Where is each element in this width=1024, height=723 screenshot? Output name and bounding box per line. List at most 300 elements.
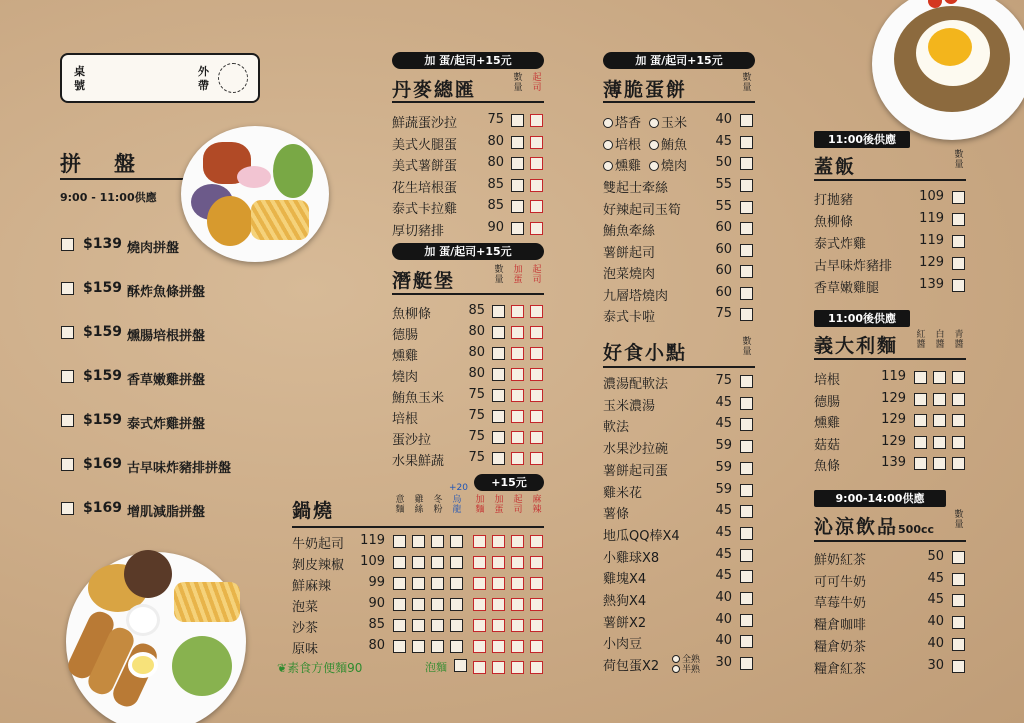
rice-bowl-photo [872,0,1024,140]
drinks-checkbox[interactable] [952,616,965,629]
danish-checkbox[interactable] [511,114,524,127]
rice-checkbox[interactable] [952,279,965,292]
hotpot-header: 起 司 [513,495,523,515]
platter-checkbox[interactable] [61,458,74,471]
fried-platter-photo [66,552,246,723]
sub-item-name: 蛋沙拉 [392,433,432,448]
hotpot-checkbox[interactable] [492,535,505,548]
hotpot-checkbox[interactable] [473,661,486,674]
pasta-checkbox[interactable] [933,371,946,384]
hotpot-header: 麻 辣 [532,495,542,515]
hotpot-checkbox[interactable] [530,556,543,569]
hotpot-checkbox[interactable] [431,535,444,548]
sub-checkbox[interactable] [511,410,524,423]
sub-item-name: 培根 [392,412,419,427]
danish-item-price: 80 [487,133,504,149]
platter-price: $159 [83,368,122,384]
sub-item-price: 75 [468,450,485,465]
instant-noodle-note: 泡麵 [425,661,447,674]
hotpot-checkbox[interactable] [492,661,505,674]
sub-checkbox[interactable] [492,410,505,423]
danish-checkbox[interactable] [511,222,524,235]
pancake-item-price: 60 [715,263,732,278]
pasta-checkbox[interactable] [933,436,946,449]
pancake-title: 薄脆蛋餅 [603,79,688,101]
hotpot-header: 烏 龍 [452,495,462,515]
snacks-item-name: 小雞球X8 [603,550,660,566]
hotpot-checkbox[interactable] [393,598,406,611]
hotpot-checkbox[interactable] [511,598,524,611]
pancake-checkbox[interactable] [740,157,753,170]
hotpot-checkbox[interactable] [431,556,444,569]
hotpot-checkbox[interactable] [393,619,406,632]
platter-name: 增肌減脂拼盤 [127,505,206,520]
snacks-item-price: 75 [715,373,732,388]
pasta-header: 紅 醬 [916,330,926,350]
sub-item-price: 80 [468,366,485,381]
hotpot-item-price: 109 [360,554,385,569]
danish-checkbox[interactable] [530,114,543,127]
snacks-rule [603,366,755,368]
hotpot-plus20-label: +20 [449,483,468,493]
snacks-item-price: 40 [715,633,732,649]
danish-checkbox[interactable] [530,222,543,235]
rice-checkbox[interactable] [952,235,965,248]
snacks-checkbox[interactable] [740,505,753,518]
sub-item-name: 鮪魚玉米 [392,391,445,406]
rice-item-name: 魚柳條 [814,215,854,230]
snacks-checkbox[interactable] [740,462,753,475]
hotpot-item-price: 90 [368,596,385,611]
snacks-item-price: 40 [715,590,732,605]
sub-checkbox[interactable] [530,410,543,423]
pancake-option-a: 塔香 [615,116,642,131]
pasta-item-name: 魚條 [814,459,841,474]
platter-name: 酥炸魚條拼盤 [127,285,206,300]
rice-hours: 11:00後供應 [814,131,910,148]
veg-note-text: 素食方便麵90 [287,661,363,675]
hotpot-checkbox[interactable] [530,535,543,548]
sub-checkbox[interactable] [511,326,524,339]
snacks-item-name: 薯餅起司蛋 [603,463,669,479]
danish-item-name: 美式火腿蛋 [392,137,458,153]
danish-header: 起 司 [532,73,542,93]
pasta-checkbox[interactable] [933,414,946,427]
danish-banner: 加 蛋/起司+15元 [392,52,544,69]
hotpot-item-price: 85 [368,617,385,632]
sub-checkbox[interactable] [492,452,505,465]
snacks-checkbox[interactable] [740,375,753,388]
danish-checkbox[interactable] [511,200,524,213]
snacks-item-name: 雞米花 [603,485,643,501]
hotpot-item-name: 鮮麻辣 [292,579,332,594]
hotpot-checkbox[interactable] [412,598,425,611]
pancake-checkbox[interactable] [740,201,753,214]
sub-checkbox[interactable] [530,452,543,465]
hotpot-checkbox[interactable] [393,640,406,653]
pancake-option-b: 燒肉 [661,159,688,174]
platter-checkbox[interactable] [61,414,74,427]
pasta-checkbox[interactable] [914,393,927,406]
hotpot-checkbox[interactable] [431,598,444,611]
platter-price: $159 [83,280,122,296]
rice-checkbox[interactable] [952,191,965,204]
hotpot-header: 加 蛋 [494,495,504,515]
drinks-item-price: 45 [927,570,944,586]
hotpot-rule [292,526,544,528]
drinks-title [814,512,934,539]
pasta-checkbox[interactable] [952,371,965,384]
pasta-item-name: 燻雞 [814,416,841,431]
pancake-item-price: 60 [715,284,732,300]
snacks-item-name: 熱狗X4 [603,594,647,609]
platter-name: 古早味炸豬排拼盤 [127,461,232,476]
danish-title: 丹麥總匯 [392,79,477,101]
sub-item-name: 燒肉 [392,370,419,385]
sub-item-name: 魚柳條 [392,307,432,322]
pancake-combo-options [603,134,687,153]
danish-checkbox[interactable] [511,179,524,192]
sub-checkbox[interactable] [530,326,543,339]
sub-item-name: 德腸 [392,328,419,343]
sub-checkbox[interactable] [492,368,505,381]
snacks-title: 好食小點 [603,342,688,364]
sub-item-name: 燻雞 [392,349,419,364]
drinks-item-name: 鮮奶紅茶 [814,553,867,568]
sub-checkbox[interactable] [530,431,543,444]
pancake-checkbox[interactable] [740,114,753,127]
veg-note [277,659,362,676]
egg-option [672,665,700,675]
pasta-checkbox[interactable] [914,436,927,449]
sub-checkbox[interactable] [511,452,524,465]
pancake-item-name: 鮪魚牽絲 [603,224,656,239]
pancake-item-price: 60 [715,241,732,257]
sub-item-price: 85 [468,303,485,318]
hotpot-checkbox[interactable] [530,640,543,653]
hotpot-item-price: 80 [368,638,385,653]
pancake-combo-price: 40 [715,112,732,127]
hotpot-checkbox[interactable] [473,598,486,611]
pancake-item-name: 泡菜燒肉 [603,267,656,282]
platter-checkbox[interactable] [61,238,74,251]
danish-checkbox[interactable] [511,136,524,149]
platter-name: 香草嫩雞拼盤 [127,373,206,388]
platter-checkbox[interactable] [61,326,74,339]
pancake-checkbox[interactable] [740,179,753,192]
hotpot-plus15-banner: +15元 [474,474,544,491]
sub-item-price: 75 [468,429,485,444]
sub-checkbox[interactable] [492,326,505,339]
pasta-checkbox[interactable] [933,457,946,470]
hotpot-checkbox[interactable] [412,640,425,653]
platter-price: $169 [83,500,122,516]
hotpot-checkbox[interactable] [412,577,425,590]
sub-checkbox[interactable] [530,347,543,360]
hotpot-item-name: 沙茶 [292,621,319,636]
drinks-size: 500cc [898,523,935,536]
drinks-checkbox[interactable] [952,551,965,564]
hotpot-checkbox[interactable] [393,535,406,548]
rice-item-name: 古早味炸豬排 [814,259,893,274]
hotpot-checkbox[interactable] [450,556,463,569]
pasta-checkbox[interactable] [952,393,965,406]
pasta-item-price: 129 [881,390,906,406]
drinks-item-name: 可可牛奶 [814,574,867,590]
hotpot-checkbox[interactable] [450,535,463,548]
sub-checkbox[interactable] [492,389,505,402]
sub-header: 起 司 [532,265,542,285]
danish-checkbox[interactable] [530,179,543,192]
sub-checkbox[interactable] [492,305,505,318]
pasta-checkbox[interactable] [933,393,946,406]
snacks-item-name: 軟法 [603,420,630,436]
drinks-item-name: 糧倉奶茶 [814,639,867,655]
snacks-checkbox[interactable] [740,635,753,648]
danish-checkbox[interactable] [530,136,543,149]
snacks-item-name: 水果沙拉碗 [603,442,669,458]
platter-price: $139 [83,236,122,252]
drinks-item-price: 40 [927,614,944,630]
egg-option-radio[interactable] [672,655,680,663]
danish-checkbox[interactable] [530,157,543,170]
platter-price: $159 [83,324,122,340]
hotpot-checkbox[interactable] [412,556,425,569]
hotpot-checkbox[interactable] [530,577,543,590]
snacks-item-name: 雞塊X4 [603,572,647,588]
snacks-checkbox[interactable] [740,614,753,627]
snacks-checkbox[interactable] [740,570,753,583]
platter-checkbox[interactable] [61,282,74,295]
snacks-checkbox[interactable] [740,418,753,431]
rice-item-price: 139 [919,277,944,292]
rice-item-price: 119 [919,233,944,248]
pancake-checkbox[interactable] [740,265,753,278]
danish-checkbox[interactable] [530,200,543,213]
hotpot-checkbox[interactable] [473,640,486,653]
sub-checkbox[interactable] [492,347,505,360]
danish-item-name: 花生培根蛋 [392,180,458,196]
platter-price: $159 [83,412,122,428]
hotpot-checkbox[interactable] [431,640,444,653]
sub-rule [392,293,544,295]
platter-checkbox[interactable] [61,502,74,515]
sub-checkbox[interactable] [530,389,543,402]
platter-checkbox[interactable] [61,370,74,383]
pasta-checkbox[interactable] [914,371,927,384]
sub-checkbox[interactable] [511,347,524,360]
egg-option [672,655,700,665]
danish-header: 數 量 [513,73,523,93]
pancake-option-a: 燻雞 [615,159,642,174]
hotpot-checkbox[interactable] [511,619,524,632]
option-radio[interactable] [603,161,613,171]
egg-option-label: 全熟 [682,655,701,665]
sub-checkbox[interactable] [530,305,543,318]
hotpot-checkbox[interactable] [450,619,463,632]
hotpot-checkbox[interactable] [492,556,505,569]
option-radio[interactable] [649,118,659,128]
hotpot-checkbox[interactable] [530,598,543,611]
hotpot-item-name: 泡菜 [292,600,319,615]
hotpot-item-name: 剝皮辣椒 [292,558,345,573]
drinks-rule [814,540,966,542]
sub-checkbox[interactable] [511,389,524,402]
pancake-combo-price: 50 [715,155,732,170]
rice-title: 蓋飯 [814,156,857,178]
hotpot-checkbox[interactable] [412,619,425,632]
rice-item-name: 香草嫩雞腿 [814,281,880,296]
snacks-checkbox[interactable] [740,527,753,540]
snacks-checkbox[interactable] [740,657,753,670]
hotpot-checkbox[interactable] [511,640,524,653]
drinks-hours: 9:00-14:00供應 [814,490,946,507]
rice-checkbox[interactable] [952,257,965,270]
snacks-item-name: 薯條 [603,507,630,523]
hotpot-checkbox[interactable] [450,640,463,653]
pasta-checkbox[interactable] [952,436,965,449]
snacks-item-name: 薯餅X2 [603,615,647,631]
hotpot-checkbox[interactable] [473,577,486,590]
snacks-item-price: 45 [715,416,732,432]
drinks-item-price: 50 [927,549,944,564]
hotpot-checkbox[interactable] [511,661,524,674]
option-radio[interactable] [603,118,613,128]
snacks-item-price: 30 [715,655,732,671]
snacks-item-price: 45 [715,394,732,410]
snacks-checkbox[interactable] [740,484,753,497]
instant-noodle-checkbox[interactable] [454,659,467,672]
snacks-checkbox[interactable] [740,549,753,562]
platter-name: 燒肉拼盤 [127,241,180,256]
snacks-item-price: 45 [715,524,732,540]
danish-checkbox[interactable] [511,157,524,170]
drinks-checkbox[interactable] [952,573,965,586]
pancake-combo-options [603,155,687,174]
snacks-item-price: 45 [715,546,732,562]
sub-checkbox[interactable] [530,368,543,381]
sub-checkbox[interactable] [492,431,505,444]
pasta-item-name: 培根 [814,373,841,388]
pancake-item-name: 九層塔燒肉 [603,288,669,304]
pancake-item-name: 薯餅起司 [603,245,656,261]
sub-checkbox[interactable] [511,305,524,318]
hotpot-checkbox[interactable] [431,619,444,632]
rice-item-price: 129 [919,255,944,270]
hotpot-checkbox[interactable] [530,661,543,674]
rice-checkbox[interactable] [952,213,965,226]
pasta-item-price: 139 [881,455,906,470]
sub-item-price: 75 [468,387,485,402]
pancake-checkbox[interactable] [740,222,753,235]
rice-header: 數 量 [954,150,964,170]
pancake-item-price: 75 [715,306,732,321]
pasta-item-name: 德腸 [814,394,841,410]
snacks-header: 數 量 [742,337,752,357]
hotpot-checkbox[interactable] [473,619,486,632]
pancake-option-b: 玉米 [661,116,688,131]
snacks-item-price: 59 [715,459,732,475]
hotpot-checkbox[interactable] [492,640,505,653]
hotpot-item-price: 119 [360,533,385,548]
option-radio[interactable] [649,140,659,150]
egg-option-label: 半熟 [682,665,701,675]
hotpot-checkbox[interactable] [473,556,486,569]
drinks-checkbox[interactable] [952,660,965,673]
pasta-checkbox[interactable] [914,414,927,427]
sub-checkbox[interactable] [511,431,524,444]
pancake-combo-options [603,112,687,131]
pancake-checkbox[interactable] [740,136,753,149]
snacks-checkbox[interactable] [740,440,753,453]
pasta-item-name: 菇菇 [814,437,841,453]
hotpot-checkbox[interactable] [431,577,444,590]
rice-item-price: 109 [919,189,944,204]
hotpot-checkbox[interactable] [530,619,543,632]
snacks-item-price: 45 [715,503,732,519]
hotpot-checkbox[interactable] [511,535,524,548]
platter-name: 泰式炸雞拼盤 [127,417,206,432]
hotpot-checkbox[interactable] [412,535,425,548]
hotpot-checkbox[interactable] [450,577,463,590]
snacks-item-name: 玉米濃湯 [603,398,656,414]
danish-item-price: 80 [487,155,504,170]
drinks-checkbox[interactable] [952,594,965,607]
danish-item-name: 厚切豬排 [392,223,445,239]
pancake-banner: 加 蛋/起司+15元 [603,52,755,69]
snacks-checkbox[interactable] [740,592,753,605]
hotpot-checkbox[interactable] [492,619,505,632]
option-radio[interactable] [603,140,613,150]
hotpot-item-price: 99 [368,575,385,590]
pancake-item-name: 泰式卡啦 [603,310,656,325]
drinks-checkbox[interactable] [952,638,965,651]
pasta-checkbox[interactable] [952,457,965,470]
sub-checkbox[interactable] [511,368,524,381]
pancake-item-name: 雙起士牽絲 [603,181,669,196]
pancake-checkbox[interactable] [740,244,753,257]
snacks-item-name: 荷包蛋X2 [603,659,660,675]
platter-hours: 9:00 - 11:00供應 [60,191,157,204]
takeout-circle[interactable] [218,63,248,93]
pancake-header: 數 量 [742,73,752,93]
hotpot-checkbox[interactable] [492,598,505,611]
egg-doneness-options [672,655,700,675]
sub-item-price: 80 [468,345,485,360]
danish-item-price: 85 [487,176,504,192]
hotpot-checkbox[interactable] [492,577,505,590]
hotpot-checkbox[interactable] [473,535,486,548]
pasta-checkbox[interactable] [914,457,927,470]
option-radio[interactable] [649,161,659,171]
hotpot-checkbox[interactable] [511,556,524,569]
snacks-item-price: 40 [715,611,732,627]
pasta-checkbox[interactable] [952,414,965,427]
drinks-item-name: 糧倉咖啡 [814,618,867,634]
pancake-option-b: 鮪魚 [661,137,688,153]
hotpot-checkbox[interactable] [393,577,406,590]
hotpot-checkbox[interactable] [511,577,524,590]
hotpot-header: 加 麵 [475,495,485,515]
egg-option-radio[interactable] [672,665,680,673]
rice-item-name: 泰式炸雞 [814,237,867,252]
pancake-checkbox[interactable] [740,308,753,321]
hotpot-checkbox[interactable] [393,556,406,569]
pancake-checkbox[interactable] [740,287,753,300]
snacks-checkbox[interactable] [740,397,753,410]
hotpot-header: 冬 粉 [433,495,443,515]
hotpot-checkbox[interactable] [450,598,463,611]
